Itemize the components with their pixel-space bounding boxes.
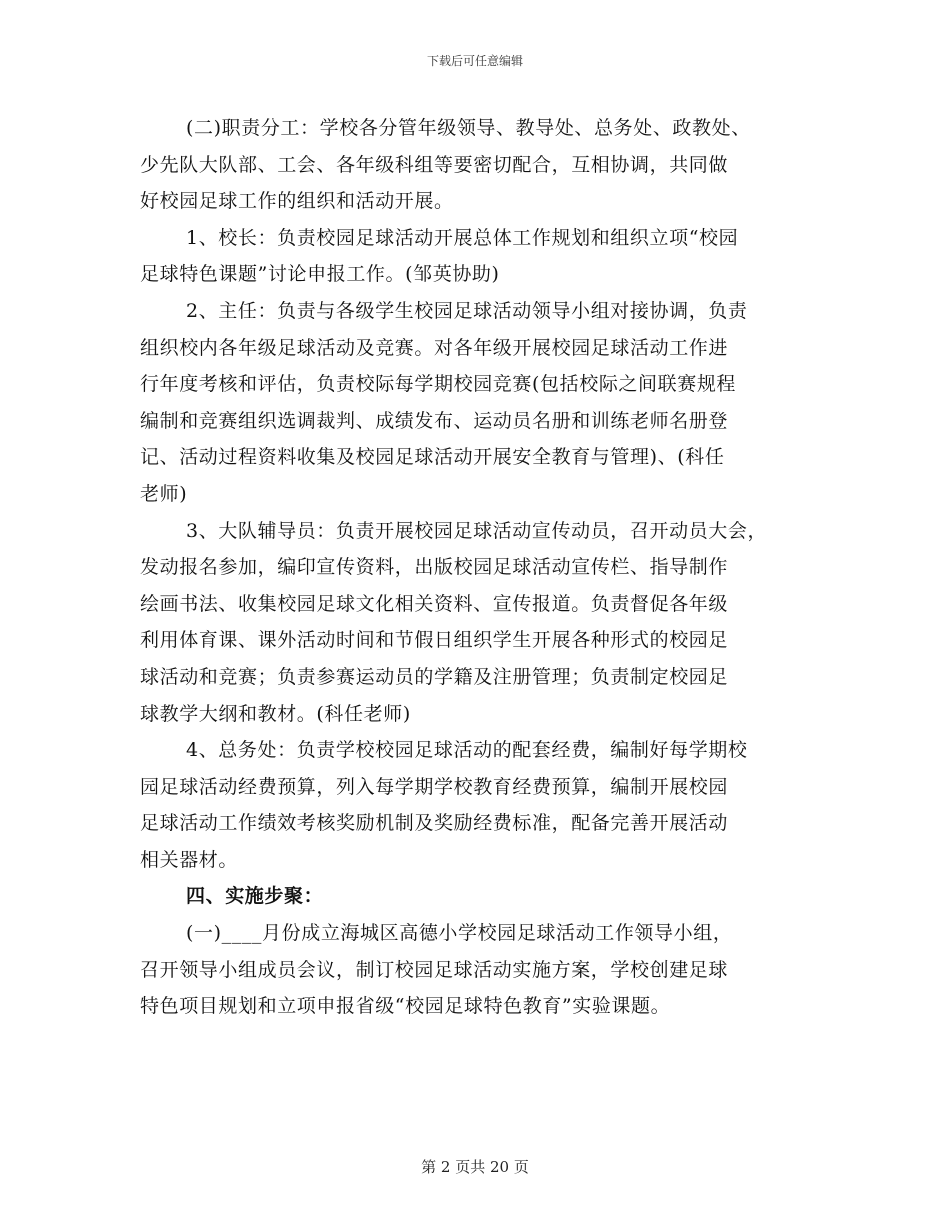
paragraph-line: (二)职责分工：学校各分管年级领导、教导处、总务处、政教处、 xyxy=(186,117,751,139)
paragraph-line: 利用体育课、课外活动时间和节假日组织学生开展各种形式的校园足 xyxy=(140,629,729,652)
paragraph-line: 2、主任：负责与各级学生校园足球活动领导小组对接协调，负责 xyxy=(186,299,748,322)
paragraph-line: 相关器材。 xyxy=(140,848,239,871)
paragraph-line: (一)____月份成立海城区高德小学校园足球活动工作领导小组， xyxy=(186,922,733,945)
paragraph-line: 发动报名参加，编印宣传资料，出版校园足球活动宣传栏、指导制作 xyxy=(140,556,729,579)
paragraph-line: 足球特色课题”讨论申报工作。(邹英协助) xyxy=(140,263,500,286)
paragraph-line: 召开领导小组成员会议，制订校园足球活动实施方案，学校创建足球 xyxy=(140,958,729,981)
paragraph-line: 少先队大队部、工会、各年级科组等要密切配合，互相协调，共同做 xyxy=(140,153,729,176)
page-header: 下载后可任意编辑 xyxy=(426,54,523,68)
paragraph-line: 1、校长：负责校园足球活动开展总体工作规划和组织立项“校园 xyxy=(186,226,739,249)
paragraph-line: 足球活动工作绩效考核奖励机制及奖励经费标准，配备完善开展活动 xyxy=(140,812,729,835)
paragraph-line: 4、总务处：负责学校校园足球活动的配套经费，编制好每学期校 xyxy=(186,739,748,762)
paragraph-line: 记、活动过程资料收集及校园足球活动开展安全教育与管理)、(科任 xyxy=(140,446,725,469)
section-heading: 四、实施步聚： xyxy=(186,885,324,908)
paragraph-line: 老师) xyxy=(140,482,188,505)
paragraph-line: 编制和竞赛组织选调裁判、成绩发布、运动员名册和训练老师名册登 xyxy=(140,409,729,432)
paragraph-line: 3、大队辅导员：负责开展校园足球活动宣传动员，召开动员大会， xyxy=(186,519,768,542)
paragraph-line: 绘画书法、收集校园足球文化相关资料、宣传报道。负责督促各年级 xyxy=(140,592,729,615)
paragraph-line: 组织校内各年级足球活动及竞赛。对各年级开展校园足球活动工作进 xyxy=(140,336,729,359)
document-body xyxy=(140,110,830,1025)
paragraph-line: 球活动和竞赛；负责参赛运动员的学籍及注册管理；负责制定校园足 xyxy=(140,665,729,688)
paragraph-line: 行年度考核和评估，负责校际每学期校园竞赛(包括校际之间联赛规程 xyxy=(140,373,737,396)
paragraph-line: 园足球活动经费预算，列入每学期学校教育经费预算，编制开展校园 xyxy=(140,775,729,798)
paragraph-line: 好校园足球工作的组织和活动开展。 xyxy=(140,190,454,213)
paragraph-line: 特色项目规划和立项申报省级“校园足球特色教育”实验课题。 xyxy=(140,995,671,1018)
paragraph-line: 球教学大纲和教材。(科任老师) xyxy=(140,702,411,725)
page-number-footer: 第 2 页共 20 页 xyxy=(421,1158,529,1176)
